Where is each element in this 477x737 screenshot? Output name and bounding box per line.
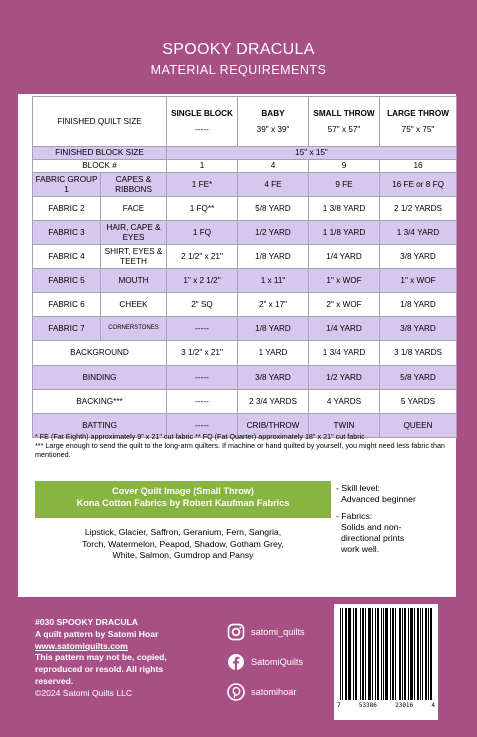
table-cell: 16 [380, 160, 457, 173]
table-cell: 1 3/8 YARD [309, 197, 380, 221]
social-pinterest[interactable] [227, 683, 296, 701]
colors-line: Lipstick, Glacier, Saffron, Geranium, Fern, Sangria, [84, 527, 282, 537]
table-cell: 9 FE [309, 173, 380, 197]
table-cell: 1 3/4 YARD [380, 221, 457, 245]
footer [0, 597, 477, 737]
barcode-digit-group: 7 [337, 702, 341, 709]
table-cell: 1 3/4 YARD [309, 341, 380, 366]
table-row [33, 317, 457, 341]
fabric-use: FACE [101, 197, 167, 221]
table-cell: 1" x 2 1/2" [167, 269, 238, 293]
footnotes [35, 433, 450, 459]
fabrics-note-label: - Fabrics: [336, 511, 373, 521]
table-row [33, 390, 457, 414]
table-cell: 2" SQ [167, 293, 238, 317]
table-cell: 1 [167, 160, 238, 173]
table-cell: ----- [167, 317, 238, 341]
facebook-icon [227, 653, 245, 671]
fabric-use: CAPES & RIBBONS [101, 173, 167, 197]
copyright-notice: reproduced or resold. All rights [35, 664, 164, 675]
col-header-label: BABY [261, 109, 285, 119]
copyright-line: ©2024 Satomi Quilts LLC [35, 687, 133, 698]
table-cell: 1 x 11" [238, 269, 309, 293]
table-row [33, 197, 457, 221]
pattern-byline: A quilt pattern by Satomi Hoar [35, 628, 159, 639]
table-cell: 1 FE* [167, 173, 238, 197]
table-cell: 3/8 YARD [380, 317, 457, 341]
barcode-digits [337, 702, 435, 709]
table-cell: 1 1/8 YARD [309, 221, 380, 245]
pinterest-handle: satomihoar [251, 687, 297, 697]
table-cell: 3/8 YARD [380, 245, 457, 269]
header [0, 0, 477, 94]
fabric-label: FABRIC GROUP 1 [33, 173, 101, 197]
table-cell: 1" x WOF [380, 269, 457, 293]
table-cell: 2 1/2 YARDS [380, 197, 457, 221]
footnote-fabric-cuts: * FE (Fat Eighth) approximately 9" x 21" cut fabric ** FQ (Fat Quarter) approximately 18" x 21" cut fabric [35, 432, 365, 441]
colors-line: Torch, Watermelon, Peapod, Shadow, Gotham Grey, [82, 538, 284, 549]
fabrics-note-line: work well. [341, 543, 380, 554]
table-cell: 3 1/2" x 21" [167, 341, 238, 366]
table-cell: 5 YARDS [380, 390, 457, 414]
cover-quilt-banner [35, 481, 331, 518]
fabric-label: FABRIC 3 [33, 221, 101, 245]
barcode [334, 604, 438, 720]
barcode-icon [340, 608, 432, 700]
table-header-row [33, 97, 457, 147]
finished-block-size-label: FINISHED BLOCK SIZE [33, 147, 167, 160]
skill-level-value: Advanced beginner [341, 493, 416, 504]
table-cell: 1/2 YARD [238, 221, 309, 245]
table-cell: 1/8 YARD [380, 293, 457, 317]
col-header-label: SMALL THROW [313, 109, 375, 119]
table-cell: ----- [167, 414, 238, 438]
table-row [33, 245, 457, 269]
colors-line: White, Salmon, Gumdrop and Pansy [112, 550, 254, 561]
fabric-use: HAIR, CAPE & EYES [101, 221, 167, 245]
table-cell: ----- [167, 390, 238, 414]
table-cell: 3 1/8 YARDS [380, 341, 457, 366]
copyright-notice: This pattern may not be, copied, [35, 652, 167, 663]
pinterest-icon [227, 683, 245, 701]
row-label: BINDING [33, 366, 167, 390]
block-count-label: BLOCK # [33, 160, 167, 173]
table-cell: 1/2 YARD [309, 366, 380, 390]
row-label: BATTING [33, 414, 167, 438]
size-value: 75" x 75" [401, 124, 435, 134]
table-cell: 1 YARD [238, 341, 309, 366]
fabric-label: FABRIC 2 [33, 197, 101, 221]
copyright-notice: reserved. [35, 675, 74, 686]
social-facebook[interactable] [227, 653, 303, 671]
col-header-small-throw [309, 97, 380, 147]
table-cell: 2 1/2" x 21" [167, 245, 238, 269]
fabric-use: SHIRT, EYES & TEETH [101, 245, 167, 269]
col-header-single-block [167, 97, 238, 147]
table-cell: 5/8 YARD [238, 197, 309, 221]
table-cell: 2" x WOF [309, 293, 380, 317]
table-row [33, 147, 457, 160]
content-panel [18, 94, 456, 597]
facebook-handle: SatomiQuilts [251, 657, 304, 667]
pattern-subtitle: MATERIAL REQUIREMENTS [150, 63, 327, 77]
fabric-use: CORNERSTONES [101, 317, 167, 341]
finished-block-size-value: 15" x 15" [167, 147, 457, 160]
table-row [33, 160, 457, 173]
table-cell: 4 [238, 160, 309, 173]
size-value: 39" x 39" [256, 124, 290, 134]
pattern-title: SPOOKY DRACULA [162, 41, 315, 58]
col-header-large-throw [380, 97, 457, 147]
size-value: 57" x 57" [327, 124, 361, 134]
table-cell: 1 FQ** [167, 197, 238, 221]
skill-level-label: - Skill level: [336, 483, 380, 493]
table-cell: 9 [309, 160, 380, 173]
table-cell: CRIB/THROW [238, 414, 309, 438]
fabric-label: FABRIC 5 [33, 269, 101, 293]
fabric-label: FABRIC 7 [33, 317, 101, 341]
table-cell: QUEEN [380, 414, 457, 438]
barcode-digit-group: 23016 [395, 702, 414, 709]
material-requirements-table [32, 96, 457, 438]
table-row [33, 269, 457, 293]
fabric-label: FABRIC 4 [33, 245, 101, 269]
fabric-label: FABRIC 6 [33, 293, 101, 317]
table-row [33, 293, 457, 317]
instagram-icon [227, 623, 245, 641]
instagram-handle: satomi_quilts [251, 627, 305, 637]
fabric-colors-list [38, 527, 328, 562]
table-cell: 1/4 YARD [309, 245, 380, 269]
col-header-label: LARGE THROW [387, 109, 449, 119]
table-row [33, 173, 457, 197]
table-cell: 2 3/4 YARDS [238, 390, 309, 414]
fabrics-note [336, 511, 404, 555]
size-value: ----- [195, 124, 209, 134]
table-row [33, 221, 457, 245]
website-link[interactable]: www.satomiquilts.com [35, 640, 128, 651]
table-cell: 2" x 17" [238, 293, 309, 317]
social-instagram[interactable] [227, 623, 305, 641]
table-cell: 4 FE [238, 173, 309, 197]
fabric-use: CHEEK [101, 293, 167, 317]
table-cell: 1" x WOF [309, 269, 380, 293]
barcode-digit-group: 53386 [358, 702, 377, 709]
row-label: BACKGROUND [33, 341, 167, 366]
table-cell: 1/8 YARD [238, 245, 309, 269]
pattern-code: #030 SPOOKY DRACULA [35, 617, 138, 627]
footnote-backing: *** Large enough to send the quilt to the long-arm quilters. If machine or hand quilted by yourself, you might need less fabric than mentioned. [35, 440, 445, 459]
skill-level [336, 483, 416, 505]
fabric-use: MOUTH [101, 269, 167, 293]
table-row [33, 366, 457, 390]
barcode-digit-group: 4 [431, 702, 435, 709]
pattern-info [35, 617, 215, 699]
fabrics-note-line: directional prints [341, 532, 405, 543]
table-cell: 1/8 YARD [238, 317, 309, 341]
col-header-label: SINGLE BLOCK [171, 109, 233, 119]
table-row [33, 341, 457, 366]
table-cell: 4 YARDS [309, 390, 380, 414]
table-cell: ----- [167, 366, 238, 390]
col-header-baby [238, 97, 309, 147]
table-cell: 5/8 YARD [380, 366, 457, 390]
table-cell: 3/8 YARD [238, 366, 309, 390]
table-cell: 16 FE or 8 FQ [380, 173, 457, 197]
table-cell: TWIN [309, 414, 380, 438]
fabrics-note-line: Solids and non- [341, 521, 402, 532]
table-cell: 1 FQ [167, 221, 238, 245]
finished-quilt-size-label: FINISHED QUILT SIZE [33, 97, 167, 147]
row-label: BACKING*** [33, 390, 167, 414]
table-cell: 1/4 YARD [309, 317, 380, 341]
cover-quilt-title: Cover Quilt Image (Small Throw) [112, 486, 254, 496]
cover-fabric-line: Kona Cotton Fabrics by Robert Kaufman Fabrics [76, 497, 290, 508]
